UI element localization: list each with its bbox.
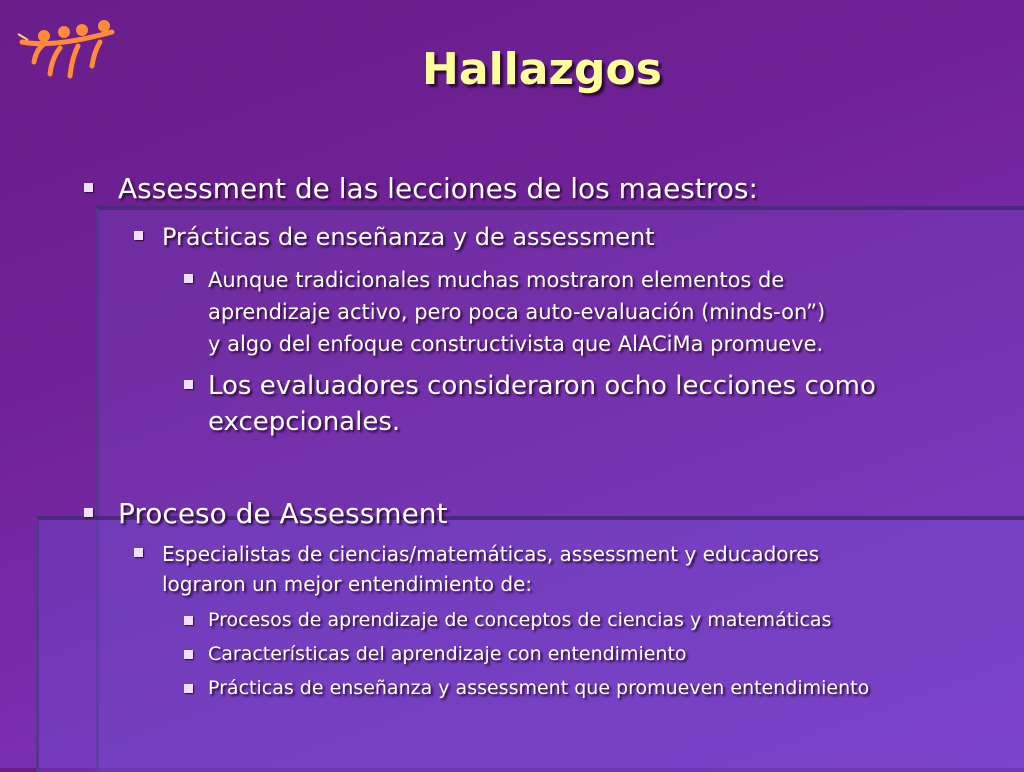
section-heading: Proceso de Assessment: [118, 497, 448, 530]
page-title: Hallazgos: [422, 44, 662, 95]
point-line: Procesos de aprendizaje de conceptos de ciencias y matemáticas: [208, 609, 832, 631]
bullet-marker: [134, 548, 143, 557]
section-subheading: lograron un mejor entendimiento de:: [162, 572, 533, 596]
point-line: Aunque tradicionales muchas mostraron elementos de: [208, 268, 785, 292]
point-line: Características del aprendizaje con entendimiento: [208, 643, 687, 665]
bullet-marker: [84, 183, 93, 192]
bullet-marker: [134, 231, 143, 240]
section-subheading: Prácticas de enseñanza y de assessment: [162, 223, 655, 251]
bullet-marker: [184, 616, 193, 625]
point-line: excepcionales.: [208, 407, 401, 437]
section-subheading: Especialistas de ciencias/matemáticas, assessment y educadores: [162, 542, 820, 566]
bullet-marker: [84, 508, 93, 517]
bullet-marker: [184, 380, 193, 389]
point-line: aprendizaje activo, pero poca auto-evaluación (minds-on”): [208, 300, 826, 324]
section-heading: Assessment de las lecciones de los maestros:: [118, 172, 758, 205]
point-line: y algo del enfoque constructivista que AlACiMa promueve.: [208, 332, 824, 356]
bullet-marker: [184, 650, 193, 659]
bullet-marker: [184, 274, 193, 283]
point-line: Los evaluadores consideraron ocho lecciones como: [208, 371, 876, 401]
bullet-marker: [184, 684, 193, 693]
point-line: Prácticas de enseñanza y assessment que promueven entendimiento: [208, 677, 870, 699]
